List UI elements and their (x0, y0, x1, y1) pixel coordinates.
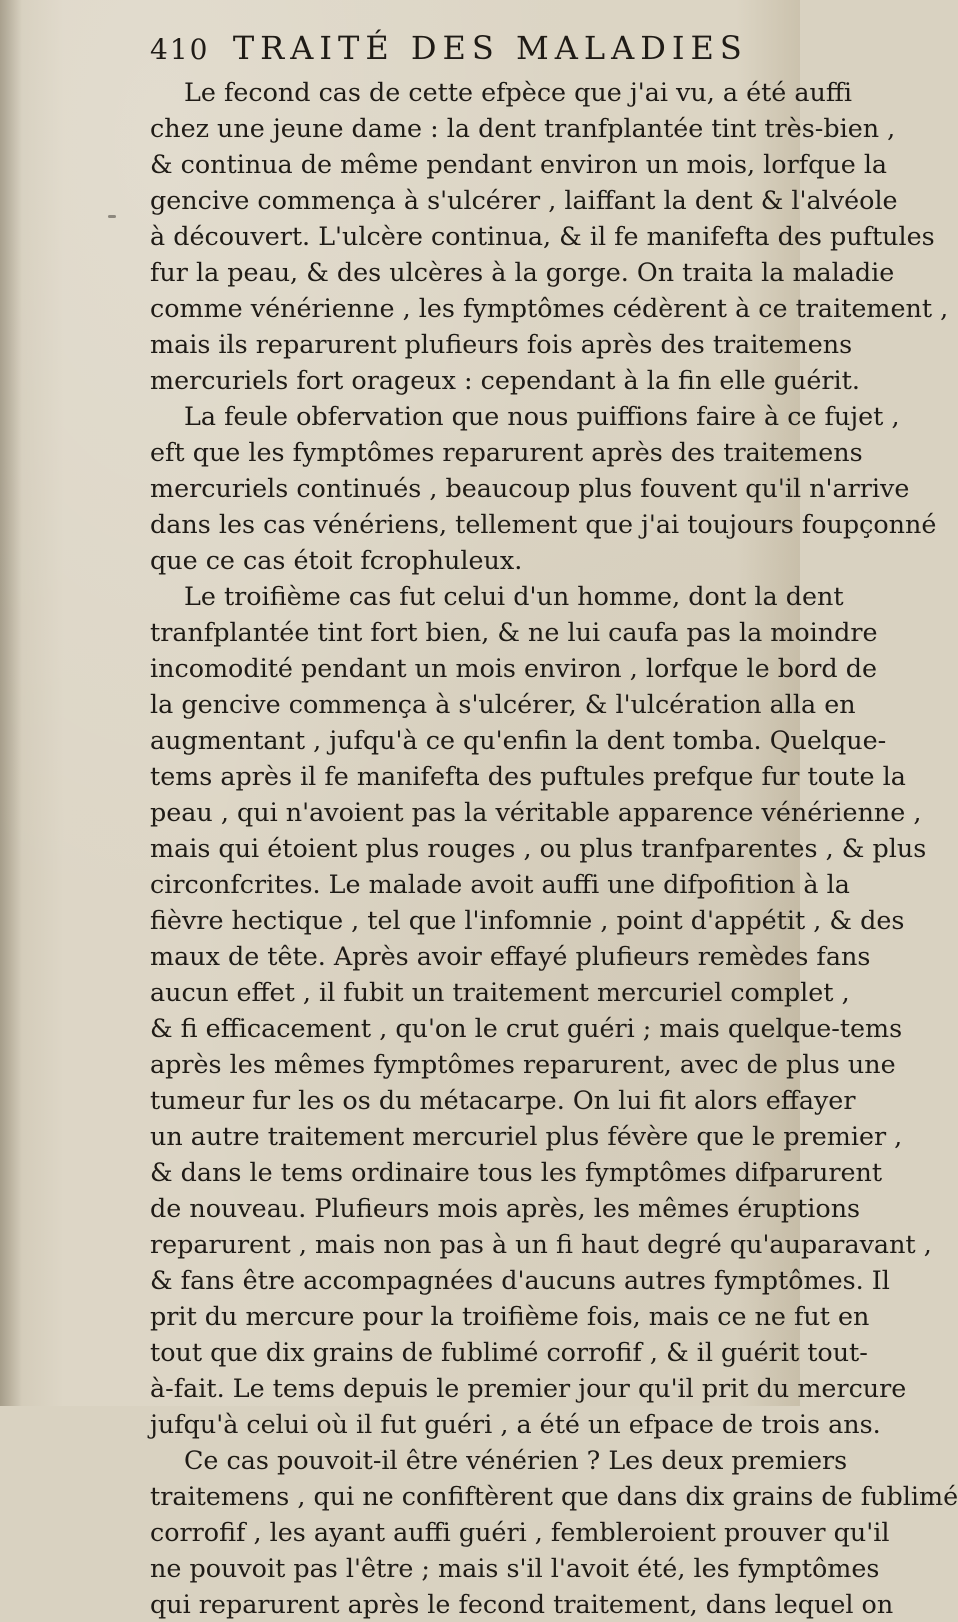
text-line: incomodité pendant un mois environ , lorfque le bord de (150, 653, 878, 683)
text-line: mais ils reparurent plufieurs fois après des traitemens (150, 329, 853, 359)
text-line: aucun effet , il fubit un traitement mercuriel complet , (150, 977, 850, 1007)
text-line: un autre traitement mercuriel plus févère que le premier , (150, 1121, 903, 1151)
text-line: chez une jeune dame : la dent tranfplantée tint très-bien , (150, 113, 896, 143)
text-line: & fans être accompagnées d'aucuns autres fymptômes. Il (150, 1265, 890, 1295)
text-line: circonfcrites. Le malade avoit auffi une difpofition à la (150, 869, 850, 899)
binding-shadow (0, 0, 22, 1406)
text-line: augmentant , jufqu'à ce qu'enfin la dent tomba. Quelque- (150, 725, 887, 755)
text-line: la gencive commença à s'ulcérer, & l'ulcération alla en (150, 689, 856, 719)
text-line: & dans le tems ordinaire tous les fymptômes difparurent (150, 1157, 883, 1187)
text-line: fur la peau, & des ulcères à la gorge. On traita la maladie (150, 257, 895, 287)
text-line: de nouveau. Plufieurs mois après, les mêmes éruptions (150, 1193, 861, 1223)
text-line: tout que dix grains de fublimé corrofif , & il guérit tout- (150, 1337, 868, 1367)
text-line: à découvert. L'ulcère continua, & il fe manifefta des puftules (150, 221, 935, 251)
text-line: Le fecond cas de cette efpèce que j'ai vu, a été auffi (184, 77, 853, 107)
text-line: fièvre hectique , tel que l'infomnie , point d'appétit , & des (150, 905, 905, 935)
text-line: tumeur fur les os du métacarpe. On lui fit alors effayer (150, 1085, 856, 1115)
text-line: mercuriels fort orageux : cependant à la fin elle guérit. (150, 365, 860, 395)
text-line: & continua de même pendant environ un mois, lorfque la (150, 149, 888, 179)
text-line: à-fait. Le tems depuis le premier jour qu'il prit du mercure (150, 1373, 907, 1403)
text-line: mercuriels continués , beaucoup plus fouvent qu'il n'arrive (150, 473, 910, 503)
text-line: & fi efficacement , qu'on le crut guéri ; mais quelque-tems (150, 1013, 903, 1043)
running-title: TRAITÉ DES MALADIES (232, 29, 748, 67)
text-line: après les mêmes fymptômes reparurent, avec de plus une (150, 1049, 896, 1079)
text-line: tems après il fe manifefta des puftules prefque fur toute la (150, 761, 906, 791)
text-line: traitemens , qui ne confiftèrent que dans dix grains de fublimé (150, 1481, 958, 1511)
text-line: que ce cas étoit fcrophuleux. (150, 545, 523, 575)
text-line: maux de tête. Après avoir effayé plufieurs remèdes fans (150, 941, 871, 971)
text-line: jufqu'à celui où il fut guéri , a été un efpace de trois ans. (150, 1409, 881, 1439)
text-line: reparurent , mais non pas à un fi haut degré qu'auparavant , (150, 1229, 932, 1259)
text-line: comme vénérienne , les fymptômes cédèrent à ce traitement , (150, 293, 949, 323)
margin-mark (108, 215, 116, 218)
running-header (150, 28, 760, 68)
text-line: gencive commença à s'ulcérer , laiffant la dent & l'alvéole (150, 185, 898, 215)
text-line: ne pouvoit pas l'être ; mais s'il l'avoit été, les fymptômes (150, 1553, 880, 1583)
page-number: 410 (150, 33, 210, 66)
text-line: prit du mercure pour la troifième fois, mais ce ne fut en (150, 1301, 870, 1331)
text-line: qui reparurent après le fecond traitement, dans lequel on (150, 1589, 894, 1619)
text-line: La feule obfervation que nous puiffions faire à ce fujet , (184, 401, 900, 431)
body-text (150, 74, 958, 1622)
text-line: peau , qui n'avoient pas la véritable apparence vénérienne , (150, 797, 922, 827)
text-line: tranfplantée tint fort bien, & ne lui caufa pas la moindre (150, 617, 878, 647)
text-line: Ce cas pouvoit-il être vénérien ? Les deux premiers (184, 1445, 848, 1475)
text-line: dans les cas vénériens, tellement que j'ai toujours foupçonné (150, 509, 937, 539)
text-line: mais qui étoient plus rouges , ou plus tranfparentes , & plus (150, 833, 927, 863)
text-line: eft que les fymptômes reparurent après des traitemens (150, 437, 863, 467)
text-line: corrofif , les ayant auffi guéri , fembleroient prouver qu'il (150, 1517, 890, 1547)
text-line: Le troifième cas fut celui d'un homme, dont la dent (184, 581, 844, 611)
